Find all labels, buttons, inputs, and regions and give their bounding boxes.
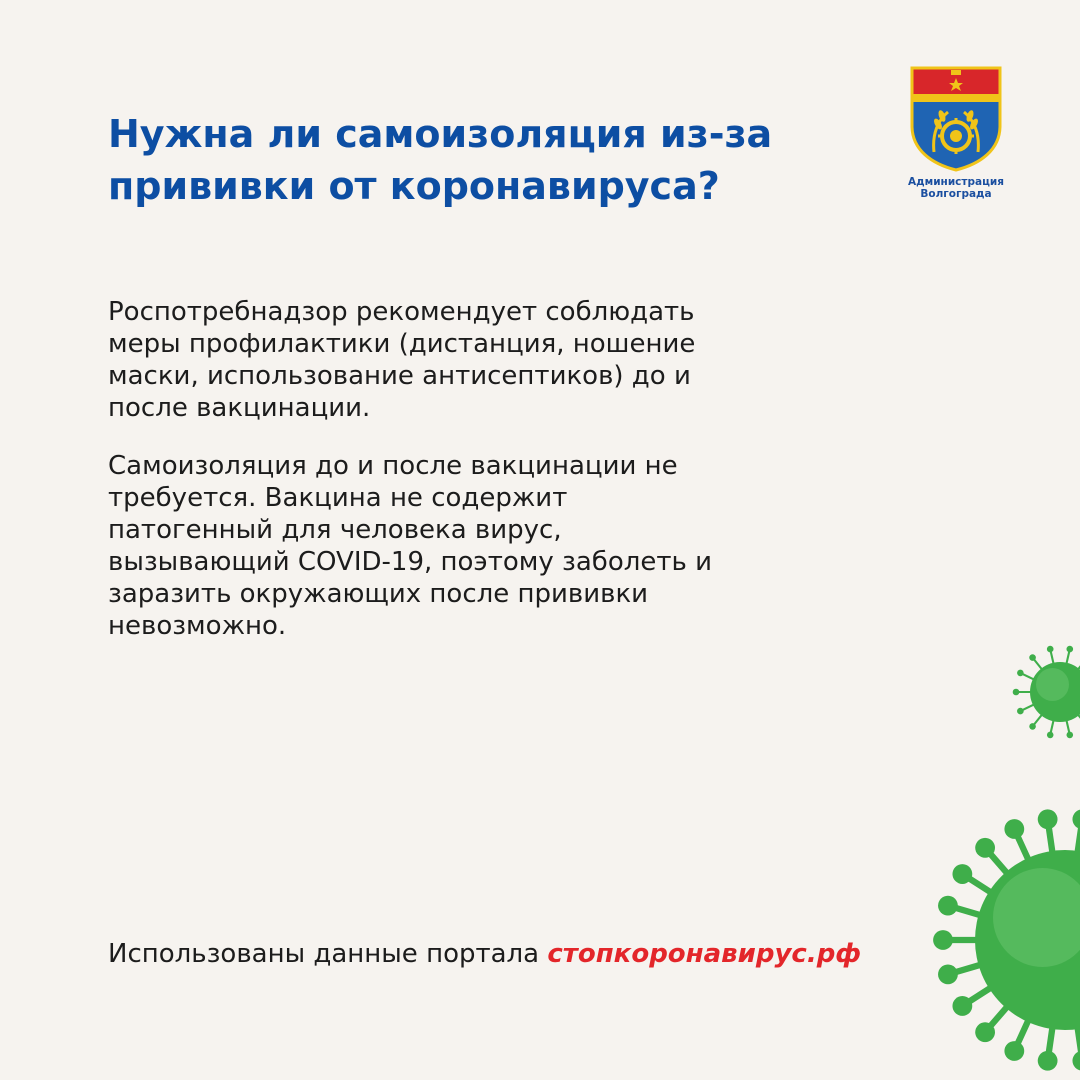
virus-spike-tip	[952, 864, 972, 884]
virus-spike-tip	[1066, 732, 1073, 739]
coronavirus-small-icon	[1000, 630, 1080, 760]
administration-logo	[904, 64, 1008, 214]
page-title	[108, 108, 868, 212]
coat-of-arms-icon	[908, 64, 1004, 172]
virus-spike-tip	[975, 1022, 995, 1042]
virus-spike-tip	[975, 838, 995, 858]
virus-spike-tip	[1013, 689, 1020, 696]
paragraph2-line-2: требуется. Вакцина не содержит	[108, 483, 568, 513]
source-note	[108, 937, 861, 971]
source-note-text: Использованы данные портала	[108, 939, 548, 969]
paragraph2-line-3: патогенный для человека вирус,	[108, 515, 562, 545]
virus-spike-tip	[1072, 1051, 1080, 1071]
virus-spike-tip	[938, 964, 958, 984]
logo-caption	[904, 176, 1008, 200]
virus-spike-tip	[1017, 670, 1024, 677]
coronavirus-large-icon	[900, 790, 1080, 1080]
virus-spike-tip	[1047, 646, 1054, 653]
paragraph2-line-6: невозможно.	[108, 611, 287, 641]
paragraph1-line-4: после вакцинации.	[108, 393, 371, 423]
virus-spike-tip	[933, 930, 953, 950]
virus-spike-tip	[1029, 723, 1036, 730]
virus-spike-tip	[1072, 809, 1080, 829]
title-line-1: Нужна ли самоизоляция из-за	[108, 112, 773, 156]
virus-spike-tip	[952, 996, 972, 1016]
virus-spike-tip	[938, 896, 958, 916]
source-link[interactable]: стопкоронавирус.рф	[547, 939, 862, 969]
paragraph-recommendation	[108, 296, 788, 424]
paragraph1-line-2: меры профилактики (дистанция, ношение	[108, 329, 696, 359]
virus-spike-tip	[1004, 1041, 1024, 1061]
virus-spike-tip	[1017, 708, 1024, 715]
virus-spike-tip	[1066, 646, 1073, 653]
virus-highlight	[1036, 668, 1069, 701]
virus-spike-tip	[1029, 654, 1036, 661]
virus-spike-tip	[1047, 732, 1054, 739]
virus-spike-tip	[1038, 809, 1058, 829]
virus-spike-tip	[1004, 819, 1024, 839]
paragraph-self-isolation	[108, 450, 788, 642]
title-line-2: прививки от коронавируса?	[108, 164, 720, 208]
paragraph2-line-5: заразить окружающих после прививки	[108, 579, 649, 609]
paragraph2-line-4: вызывающий COVID-19, поэтому заболеть и	[108, 547, 712, 577]
virus-spike-tip	[1038, 1051, 1058, 1071]
paragraph2-line-1: Самоизоляция до и после вакцинации не	[108, 451, 678, 481]
paragraph1-line-1: Роспотребнадзор рекомендует соблюдать	[108, 297, 695, 327]
logo-caption-line-1: Администрация	[908, 176, 1004, 188]
logo-caption-line-2: Волгограда	[920, 188, 992, 200]
paragraph1-line-3: маски, использование антисептиков) до и	[108, 361, 691, 391]
